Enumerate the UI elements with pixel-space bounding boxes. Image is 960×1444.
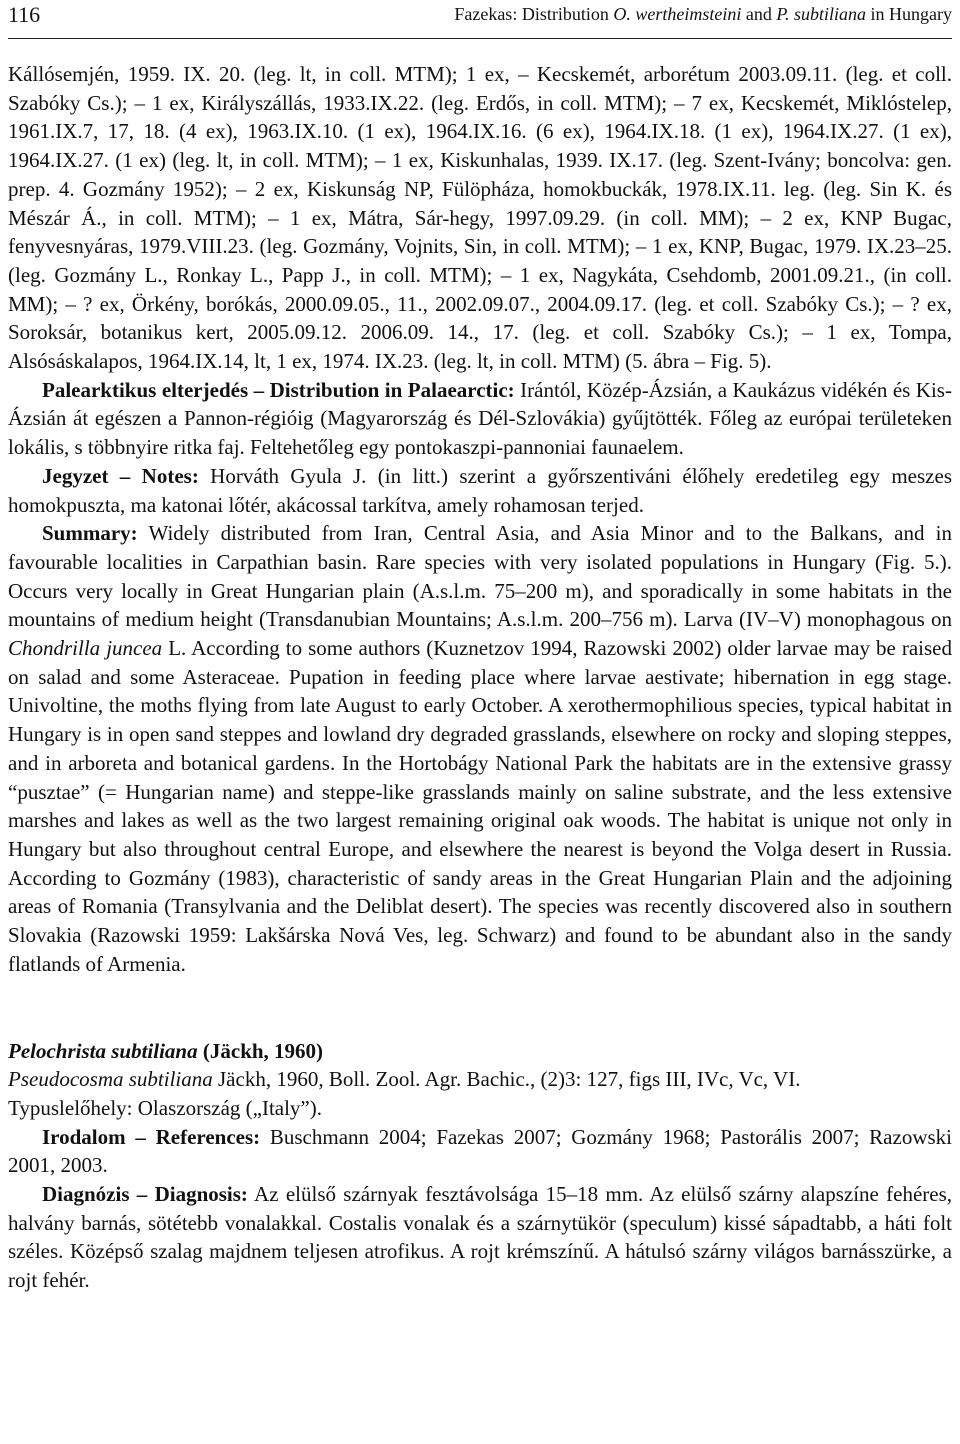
distribution-paragraph	[8, 376, 952, 462]
type-locality: Typuslelőhely: Olaszország („Italy”).	[8, 1095, 322, 1120]
summary-label: Summary:	[42, 521, 138, 546]
running-head	[454, 4, 952, 25]
header-rule	[8, 38, 952, 39]
distribution-text: Irántól, Közép-Ázsián, a Kaukázus vidékén és Kis-Ázsián át egészen a Pannon-régióig (Magyarország és Dél-Szlovákia) gyűjtötték. Főleg az európai területeken lokális, s többnyire ritka faj. Feltehetőleg egy pontokaszpi-pannoniai faunaelem.	[8, 377, 952, 460]
records-paragraph: Kállósemjén, 1959. IX. 20. (leg. lt, in coll. MTM); 1 ex, – Kecskemét, arborétum 2003.09.11. (leg. et coll. Szabóky Cs.); – 1 ex, Királyszállás, 1933.IX.22. (leg. Erdős, in coll. MTM); – 7 ex, Kecskemét, Miklóstelep, 1961.IX.7, 17, 18. (4 ex), 1963.IX.10. (1 ex), 1964.IX.16. (6 ex), 1964.IX.18. (1 ex), 1964.IX.27. (1 ex), 1964.IX.27. (1 ex) (leg. lt, in coll. MTM); – 1 ex, Kiskunhalas, 1939. IX.17. (leg. Szent-Ivány; boncolva: gen. prep. 4. Gozmány 1952); – 2 ex, Kiskunság NP, Fülöpháza, homokbuckák, 1978.IX.11. leg. (leg. Sin K. és Mészár Á., in coll. MTM); – 1 ex, Mátra, Sár-hegy, 1997.09.29. (in coll. MM); – 2 ex, KNP Bugac, fenyvesnyáras, 1979.VIII.23. (leg. Gozmány, Vojnits, Sin, in coll. MTM); – 1 ex, KNP, Bugac, 1979. IX.23–25. (leg. Gozmány L., Ronkay L., Papp J., in coll. MTM); – 1 ex, Nagykáta, Csehdomb, 2001.09.21., (in coll. MM); – ? ex, Örkény, borókás, 2000.09.05., 11., 2002.09.07., 2004.09.17. (leg. et coll. Szabóky Cs.); – ? ex, Soroksár, botanikus kert, 2005.09.12. 2006.09. 14., 17. (leg. et coll. Szabóky Cs.); – 1 ex, Tompa, Alsósáskalapos, 1964.IX.14, lt, 1 ex, 1974. IX.23. (leg. lt, in coll. MTM) (5. ábra – Fig. 5).	[8, 62, 952, 374]
summary-text-b: L. According to some authors (Kuznetzov 1994, Razowski 2002) older larvae may be raised on salad and some Asteraceae. Pupation in feeding place where larvae aestivate; hibernation in egg stage. Univoltine, the moths flying from late August to early October. A xerothermophilious species, typical habitat in Hungary is in open sand steppes and lowland dry degraded grasslands, elsewhere on rocky and sloping steppes, and in arboreta and botanical gardens. In the Hortobágy National Park the habitats are in the extensive grassy “pusztae” (= Hungarian name) and steppe-like grasslands mainly on saline substrate, and the less extensive marshes and lakes as well as the two largest remaining original oak woods. The habitat is unique not only in Hungary but also throughout central Europe, and elsewhere the nearest is beyond the Volga desert in Russia. According to Gozmány (1983), characteristic of sandy areas in the Great Hungarian Plain and the adjoining areas of Romania (Transylvania and the Deliblat desert). The species was recently discovered also in southern Slovakia (Razowski 1959: Lakšárska Nová Ves, leg. Schwarz) and found to be abundant also in the sandy flatlands of Armenia.	[8, 636, 952, 976]
distribution-label: Palearktikus elterjedés – Distribution in Palaearctic:	[42, 377, 515, 402]
running-head-author: Fazekas: Distribution	[454, 4, 614, 24]
references-label: Irodalom – References:	[42, 1124, 261, 1149]
running-head-species-2: P. subtiliana	[776, 4, 867, 24]
notes-paragraph	[8, 462, 952, 519]
diagnosis-label: Diagnózis – Diagnosis:	[42, 1182, 248, 1207]
section-gap	[8, 979, 952, 1037]
notes-label: Jegyzet – Notes:	[42, 463, 199, 488]
page-header	[8, 0, 952, 34]
species-name: Pelochrista subtiliana	[8, 1038, 198, 1063]
references-text: Buschmann 2004; Fazekas 2007; Gozmány 1968; Pastorális 2007; Razowski 2001, 2003.	[8, 1124, 952, 1178]
species-heading	[8, 1037, 952, 1066]
page-number: 116	[8, 2, 41, 27]
species-author: (Jäckh, 1960)	[197, 1038, 324, 1063]
synonym-reference: Jäckh, 1960, Boll. Zool. Agr. Bachic., (2)3: 127, figs III, IVc, Vc, VI.	[212, 1067, 801, 1092]
synonym-name: Pseudocosma subtiliana	[8, 1067, 213, 1092]
diagnosis-paragraph	[8, 1180, 952, 1295]
article-body	[8, 60, 952, 1295]
references-paragraph	[8, 1123, 952, 1180]
summary-paragraph	[8, 519, 952, 978]
diagnosis-text: Az elülső szárnyak fesztávolsága 15–18 mm. Az elülső szárny alapszíne fehéres, halvány barnás, sötétebb vonalakkal. Costalis vonalak és a szárnytükör (speculum) kissé sápadtabb, a háti folt széles. Középső szalag majdnem teljesen atrofikus. A rojt krémszínű. A hátulsó szárny világos barnásszürke, a rojt fehér.	[8, 1182, 952, 1293]
notes-text: Horváth Gyula J. (in litt.) szerint a győrszentiváni élőhely eredetileg egy meszes homokpuszta, ma katonai lőtér, akácossal tarkítva, amely rohamosan terjed.	[8, 463, 952, 517]
running-head-rest: in Hungary	[866, 4, 952, 24]
running-head-species-1: O. wertheimsteini	[613, 4, 742, 24]
host-plant-name: Chondrilla juncea	[8, 636, 163, 661]
summary-text-a: Widely distributed from Iran, Central Asia, and Asia Minor and to the Balkans, and in favourable localities in Carpathian basin. Rare species with very isolated populations in Hungary (Fig. 5.). Occurs very locally in Great Hungarian plain (A.s.l.m. 75–200 m), and sporadically in some habitats in the mountains of medium height (Transdanubian Mountains; A.s.l.m. 200–756 m). Larva (IV–V) monophagous on	[8, 521, 952, 632]
running-head-and: and	[741, 4, 777, 24]
synonym-line	[8, 1065, 952, 1094]
